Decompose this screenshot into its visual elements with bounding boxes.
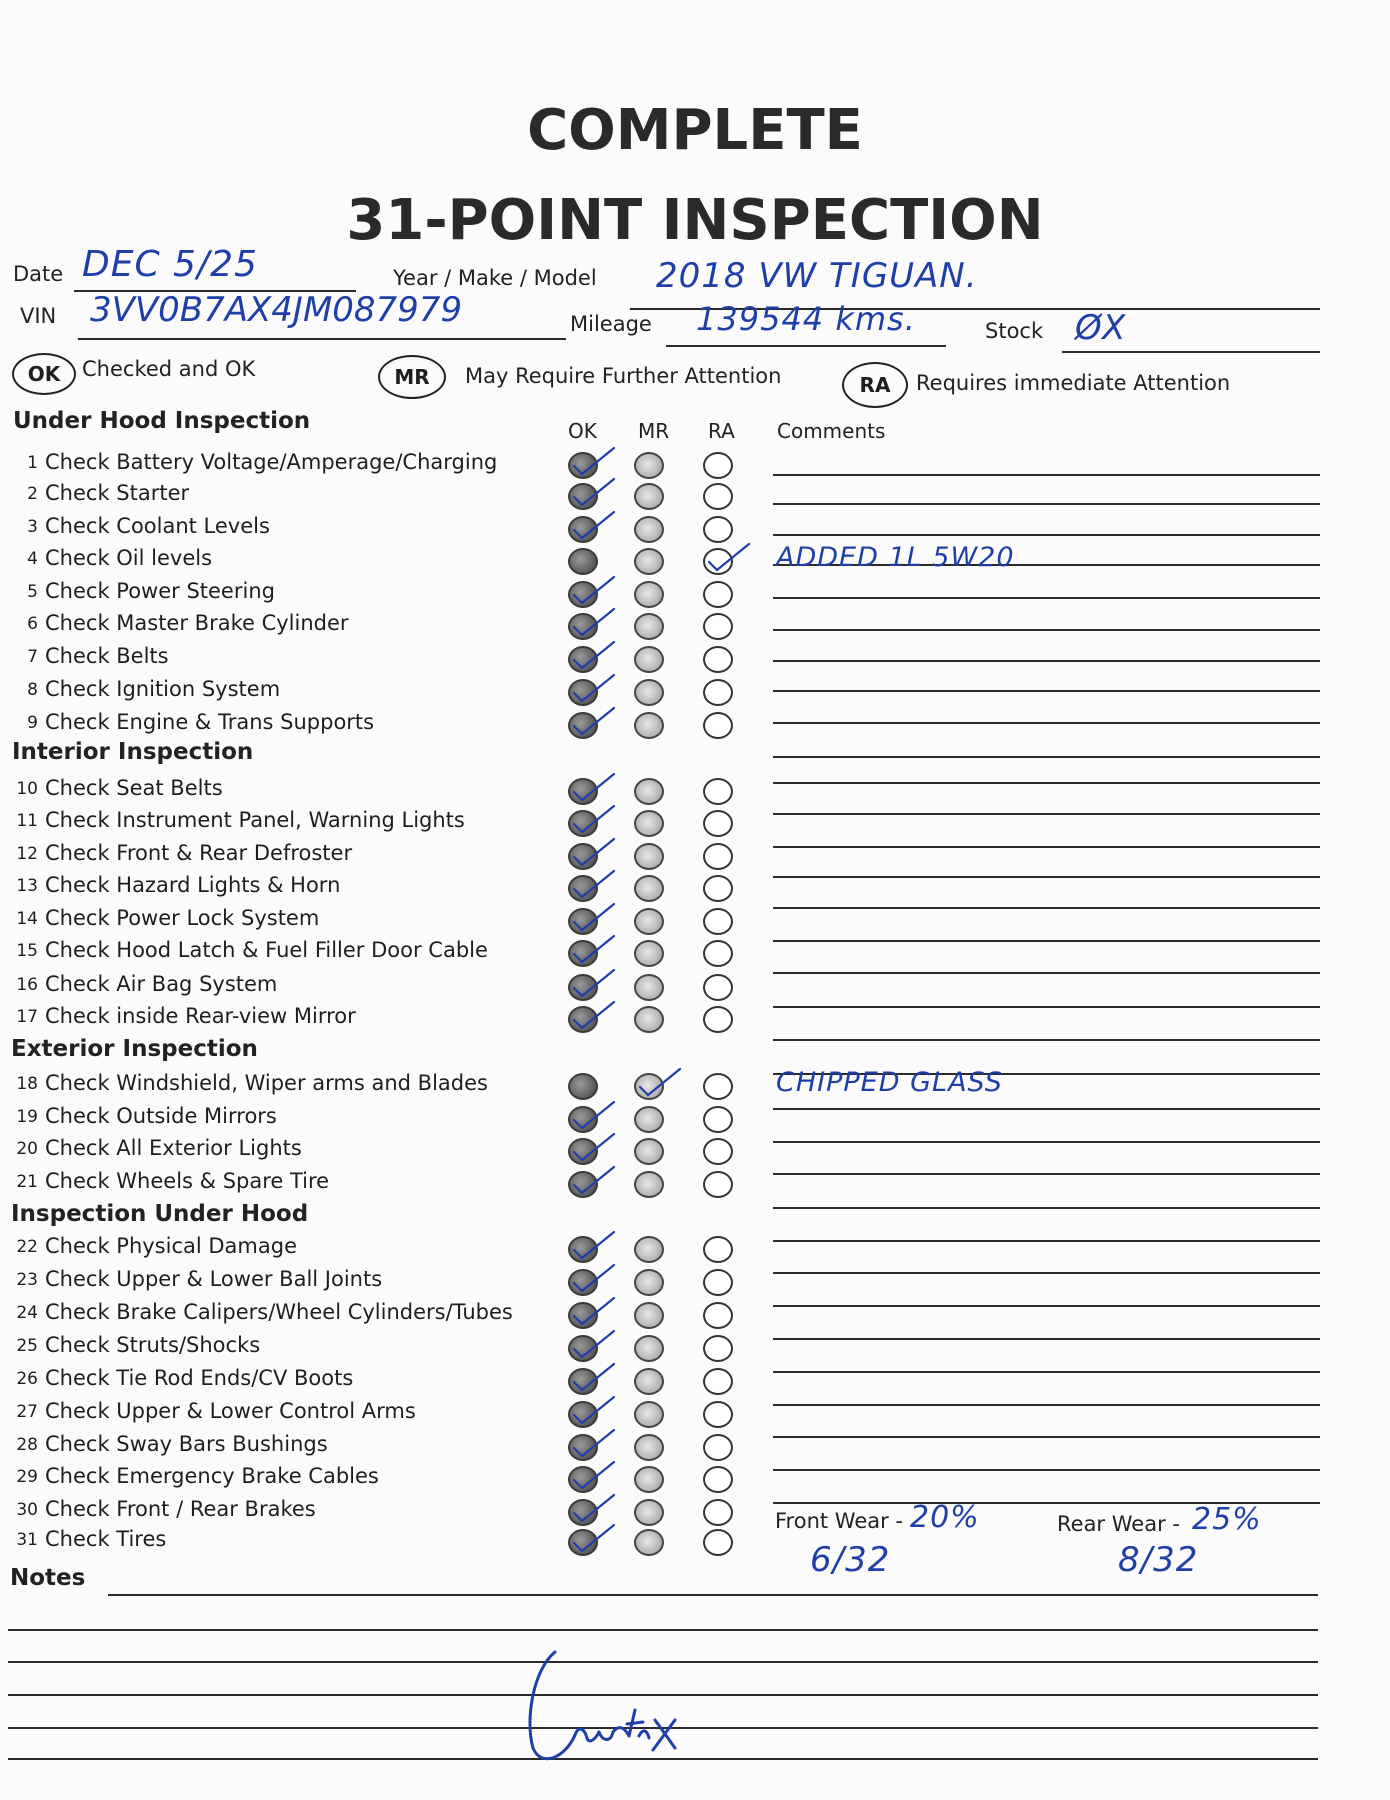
mr-circle[interactable] — [634, 452, 664, 479]
form-title-line1: COMPLETE — [527, 98, 863, 163]
comment-line[interactable] — [773, 1173, 1320, 1175]
check-mark-icon — [570, 638, 616, 672]
item-comment[interactable]: CHIPPED GLASS — [776, 1067, 1003, 1098]
item-label: Check Coolant Levels — [45, 514, 270, 538]
ra-circle[interactable] — [703, 679, 733, 706]
comment-line[interactable] — [773, 782, 1320, 784]
comment-line[interactable] — [773, 474, 1320, 476]
item-label: Check Oil levels — [45, 546, 213, 570]
comment-line[interactable] — [773, 1006, 1320, 1008]
mr-circle[interactable] — [634, 1466, 664, 1493]
date-value[interactable]: DEC 5/25 — [82, 244, 258, 285]
ra-circle[interactable] — [703, 452, 733, 479]
ymm-label: Year / Make / Model — [393, 266, 597, 290]
ra-circle[interactable] — [703, 908, 733, 935]
mr-circle[interactable] — [634, 1302, 664, 1329]
item-number: 9 — [27, 713, 38, 733]
comment-line[interactable] — [773, 756, 1320, 758]
comment-line[interactable] — [773, 690, 1320, 692]
front-wear-label: Front Wear - — [775, 1509, 903, 1533]
item-label: Check Wheels & Spare Tire — [45, 1169, 330, 1193]
column-ok-header: OK — [568, 419, 597, 443]
section-interior: Interior Inspection — [12, 739, 254, 765]
ra-circle[interactable] — [703, 1106, 733, 1133]
notes-line-1[interactable] — [108, 1594, 1318, 1596]
mr-circle[interactable] — [634, 1236, 664, 1263]
ra-circle[interactable] — [703, 843, 733, 870]
check-mark-icon — [570, 802, 616, 836]
item-number: 30 — [16, 1500, 38, 1520]
check-mark-icon — [570, 900, 616, 934]
section-under-hood: Under Hood Inspection — [13, 408, 311, 434]
check-mark-icon — [570, 704, 616, 738]
front-tread-depth[interactable]: 6/32 — [810, 1540, 891, 1580]
comment-line[interactable] — [773, 629, 1320, 631]
comment-line[interactable] — [773, 1039, 1320, 1041]
legend-ok-badge: OK — [12, 353, 76, 395]
item-label: Check Struts/Shocks — [45, 1333, 261, 1357]
item-label: Check Front & Rear Defroster — [45, 841, 353, 865]
item-label: Check Hazard Lights & Horn — [45, 873, 341, 897]
ra-circle[interactable] — [703, 646, 733, 673]
mr-circle[interactable] — [634, 1529, 664, 1556]
check-mark-icon — [570, 1261, 616, 1295]
mr-circle[interactable] — [634, 1368, 664, 1395]
check-mark-icon — [570, 573, 616, 607]
item-number: 8 — [27, 680, 38, 700]
mr-circle[interactable] — [634, 483, 664, 510]
ra-circle[interactable] — [703, 581, 733, 608]
legend-mr-text: May Require Further Attention — [465, 364, 782, 388]
item-label: Check inside Rear-view Mirror — [45, 1004, 356, 1028]
column-comments-header: Comments — [777, 419, 886, 443]
ok-circle[interactable] — [568, 548, 598, 575]
item-number: 13 — [16, 876, 38, 896]
mileage-underline — [666, 345, 946, 347]
comment-line[interactable] — [773, 972, 1320, 974]
legend-ra-badge: RA — [842, 362, 908, 408]
item-comment[interactable]: ADDED 1L 5W20 — [776, 542, 1015, 573]
check-mark-icon — [570, 1294, 616, 1328]
check-mark-icon — [570, 1491, 616, 1525]
rear-tread-depth[interactable]: 8/32 — [1118, 1540, 1199, 1580]
item-label: Check Ignition System — [45, 677, 281, 701]
ra-circle[interactable] — [703, 516, 733, 543]
ra-circle[interactable] — [703, 1236, 733, 1263]
check-mark-icon — [570, 1163, 616, 1197]
comment-line[interactable] — [773, 660, 1320, 662]
ra-circle[interactable] — [703, 1171, 733, 1198]
check-mark-icon — [570, 770, 616, 804]
item-number: 14 — [16, 909, 38, 929]
check-mark-icon — [570, 1521, 616, 1555]
comment-line[interactable] — [773, 1108, 1320, 1110]
item-label: Check Emergency Brake Cables — [45, 1464, 379, 1488]
check-mark-icon — [570, 835, 616, 869]
item-number: 27 — [16, 1402, 38, 1422]
ra-circle[interactable] — [703, 1073, 733, 1100]
ra-circle[interactable] — [703, 810, 733, 837]
item-label: Check Instrument Panel, Warning Lights — [45, 808, 465, 832]
ra-circle[interactable] — [703, 1499, 733, 1526]
mr-circle[interactable] — [634, 1269, 664, 1296]
item-number: 2 — [27, 484, 38, 504]
item-number: 28 — [16, 1435, 38, 1455]
item-number: 18 — [16, 1074, 38, 1094]
comment-line[interactable] — [773, 1272, 1320, 1274]
mr-circle[interactable] — [634, 1434, 664, 1461]
stock-label: Stock — [985, 319, 1044, 343]
legend-mr-badge: MR — [378, 355, 446, 399]
mr-circle[interactable] — [634, 516, 664, 543]
signature — [515, 1640, 695, 1770]
ymm-value[interactable]: 2018 VW TIGUAN. — [656, 256, 978, 296]
mr-circle[interactable] — [634, 810, 664, 837]
comment-line[interactable] — [773, 813, 1320, 815]
item-number: 5 — [27, 582, 38, 602]
vin-value[interactable]: 3VV0B7AX4JM087979 — [90, 290, 463, 330]
comment-line[interactable] — [773, 1338, 1320, 1340]
column-ra-header: RA — [708, 419, 735, 443]
ra-circle[interactable] — [703, 1269, 733, 1296]
item-label: Check Power Lock System — [45, 906, 320, 930]
item-number: 17 — [16, 1007, 38, 1027]
ra-circle[interactable] — [703, 1368, 733, 1395]
check-mark-icon — [570, 998, 616, 1032]
mr-circle[interactable] — [634, 974, 664, 1001]
comment-line[interactable] — [773, 876, 1320, 878]
check-mark-icon — [570, 1426, 616, 1460]
legend-ra-text: Requires immediate Attention — [916, 371, 1231, 395]
mr-circle[interactable] — [634, 1006, 664, 1033]
comment-line[interactable] — [773, 1436, 1320, 1438]
mr-circle[interactable] — [634, 712, 664, 739]
item-number: 4 — [27, 549, 38, 569]
item-number: 29 — [16, 1467, 38, 1487]
front-wear-value[interactable]: 20% — [910, 1500, 980, 1535]
ra-circle[interactable] — [703, 1466, 733, 1493]
item-label: Check Engine & Trans Supports — [45, 710, 375, 734]
check-mark-icon — [636, 1065, 682, 1099]
mr-circle[interactable] — [634, 1335, 664, 1362]
mr-circle[interactable] — [634, 679, 664, 706]
mr-circle[interactable] — [634, 581, 664, 608]
comment-line[interactable] — [773, 1141, 1320, 1143]
item-label: Check Power Steering — [45, 579, 275, 603]
check-mark-icon — [570, 932, 616, 966]
comment-line[interactable] — [773, 534, 1320, 536]
mr-circle[interactable] — [634, 613, 664, 640]
item-number: 15 — [16, 941, 38, 961]
check-mark-icon — [570, 444, 616, 478]
item-label: Check Upper & Lower Ball Joints — [45, 1267, 383, 1291]
item-number: 22 — [16, 1237, 38, 1257]
mr-circle[interactable] — [634, 1171, 664, 1198]
mr-circle[interactable] — [634, 843, 664, 870]
mr-circle[interactable] — [634, 1401, 664, 1428]
item-number: 23 — [16, 1270, 38, 1290]
mr-circle[interactable] — [634, 1106, 664, 1133]
ra-circle[interactable] — [703, 875, 733, 902]
item-number: 1 — [27, 453, 38, 473]
item-number: 3 — [27, 517, 38, 537]
item-number: 19 — [16, 1107, 38, 1127]
item-label: Check Outside Mirrors — [45, 1104, 277, 1128]
notes-line-2[interactable] — [8, 1629, 1318, 1631]
check-mark-icon — [570, 508, 616, 542]
mr-circle[interactable] — [634, 548, 664, 575]
item-number: 20 — [16, 1139, 38, 1159]
check-mark-icon — [570, 1228, 616, 1262]
legend-ok-text: Checked and OK — [82, 357, 256, 381]
item-number: 16 — [16, 975, 38, 995]
mileage-label: Mileage — [570, 312, 652, 336]
section-exterior: Exterior Inspection — [11, 1036, 258, 1062]
check-mark-icon — [570, 1393, 616, 1427]
rear-wear-value[interactable]: 25% — [1192, 1502, 1262, 1537]
comment-line[interactable] — [773, 597, 1320, 599]
check-mark-icon — [705, 540, 751, 574]
ra-circle[interactable] — [703, 1335, 733, 1362]
ra-circle[interactable] — [703, 1529, 733, 1556]
item-label: Check Physical Damage — [45, 1234, 297, 1258]
vin-label: VIN — [20, 304, 57, 328]
mr-circle[interactable] — [634, 1138, 664, 1165]
item-label: Check Master Brake Cylinder — [45, 611, 349, 635]
item-label: Check Tires — [45, 1527, 167, 1551]
comment-line[interactable] — [773, 1240, 1320, 1242]
ra-circle[interactable] — [703, 1138, 733, 1165]
check-mark-icon — [570, 1130, 616, 1164]
check-mark-icon — [570, 605, 616, 639]
item-label: Check Brake Calipers/Wheel Cylinders/Tubes — [45, 1300, 513, 1324]
item-label: Check Battery Voltage/Amperage/Charging — [45, 450, 498, 474]
mr-circle[interactable] — [634, 1499, 664, 1526]
mileage-value[interactable]: 139544 kms. — [696, 300, 916, 338]
item-number: 11 — [16, 811, 38, 831]
item-label: Check Belts — [45, 644, 169, 668]
item-number: 12 — [16, 844, 38, 864]
item-label: Check Windshield, Wiper arms and Blades — [45, 1071, 488, 1095]
item-number: 25 — [16, 1336, 38, 1356]
check-mark-icon — [570, 1327, 616, 1361]
mr-circle[interactable] — [634, 778, 664, 805]
item-label: Check All Exterior Lights — [45, 1136, 302, 1160]
item-label: Check Sway Bars Bushings — [45, 1432, 328, 1456]
ra-circle[interactable] — [703, 778, 733, 805]
item-number: 24 — [16, 1303, 38, 1323]
item-number: 7 — [27, 647, 38, 667]
column-mr-header: MR — [638, 419, 670, 443]
item-number: 26 — [16, 1369, 38, 1389]
comment-line[interactable] — [773, 1469, 1320, 1471]
check-mark-icon — [570, 966, 616, 1000]
item-label: Check Starter — [45, 481, 190, 505]
check-mark-icon — [570, 867, 616, 901]
comment-line[interactable] — [773, 940, 1320, 942]
notes-label: Notes — [10, 1565, 86, 1591]
section-inspection-under-hood: Inspection Under Hood — [11, 1201, 309, 1227]
comment-line[interactable] — [773, 503, 1320, 505]
comment-line[interactable] — [773, 846, 1320, 848]
item-number: 21 — [16, 1172, 38, 1192]
item-number: 31 — [16, 1530, 38, 1550]
comment-line[interactable] — [773, 1371, 1320, 1373]
rear-wear-label: Rear Wear - — [1057, 1512, 1180, 1536]
item-label: Check Front / Rear Brakes — [45, 1497, 316, 1521]
ra-circle[interactable] — [703, 613, 733, 640]
ra-circle[interactable] — [703, 1006, 733, 1033]
ra-circle[interactable] — [703, 940, 733, 967]
comment-line[interactable] — [773, 722, 1320, 724]
item-number: 6 — [27, 614, 38, 634]
check-mark-icon — [570, 671, 616, 705]
date-label: Date — [13, 262, 64, 286]
vin-underline — [78, 338, 566, 340]
stock-value[interactable]: ØX — [1075, 308, 1127, 348]
ra-circle[interactable] — [703, 1434, 733, 1461]
ra-circle[interactable] — [703, 712, 733, 739]
check-mark-icon — [570, 475, 616, 509]
item-label: Check Seat Belts — [45, 776, 223, 800]
stock-underline — [1062, 351, 1320, 353]
item-number: 10 — [16, 779, 38, 799]
item-label: Check Air Bag System — [45, 972, 278, 996]
ok-circle[interactable] — [568, 1073, 598, 1100]
mr-circle[interactable] — [634, 908, 664, 935]
ra-circle[interactable] — [703, 974, 733, 1001]
check-mark-icon — [570, 1458, 616, 1492]
comment-line[interactable] — [773, 1207, 1320, 1209]
mr-circle[interactable] — [634, 875, 664, 902]
item-label: Check Hood Latch & Fuel Filler Door Cable — [45, 938, 488, 962]
ra-circle[interactable] — [703, 1401, 733, 1428]
item-label: Check Upper & Lower Control Arms — [45, 1399, 416, 1423]
comment-line[interactable] — [773, 1404, 1320, 1406]
mr-circle[interactable] — [634, 940, 664, 967]
mr-circle[interactable] — [634, 646, 664, 673]
ra-circle[interactable] — [703, 1302, 733, 1329]
comment-line[interactable] — [773, 1305, 1320, 1307]
comment-line[interactable] — [773, 907, 1320, 909]
form-title-line2: 31-POINT INSPECTION — [346, 188, 1044, 253]
ra-circle[interactable] — [703, 483, 733, 510]
check-mark-icon — [570, 1360, 616, 1394]
item-label: Check Tie Rod Ends/CV Boots — [45, 1366, 354, 1390]
check-mark-icon — [570, 1098, 616, 1132]
